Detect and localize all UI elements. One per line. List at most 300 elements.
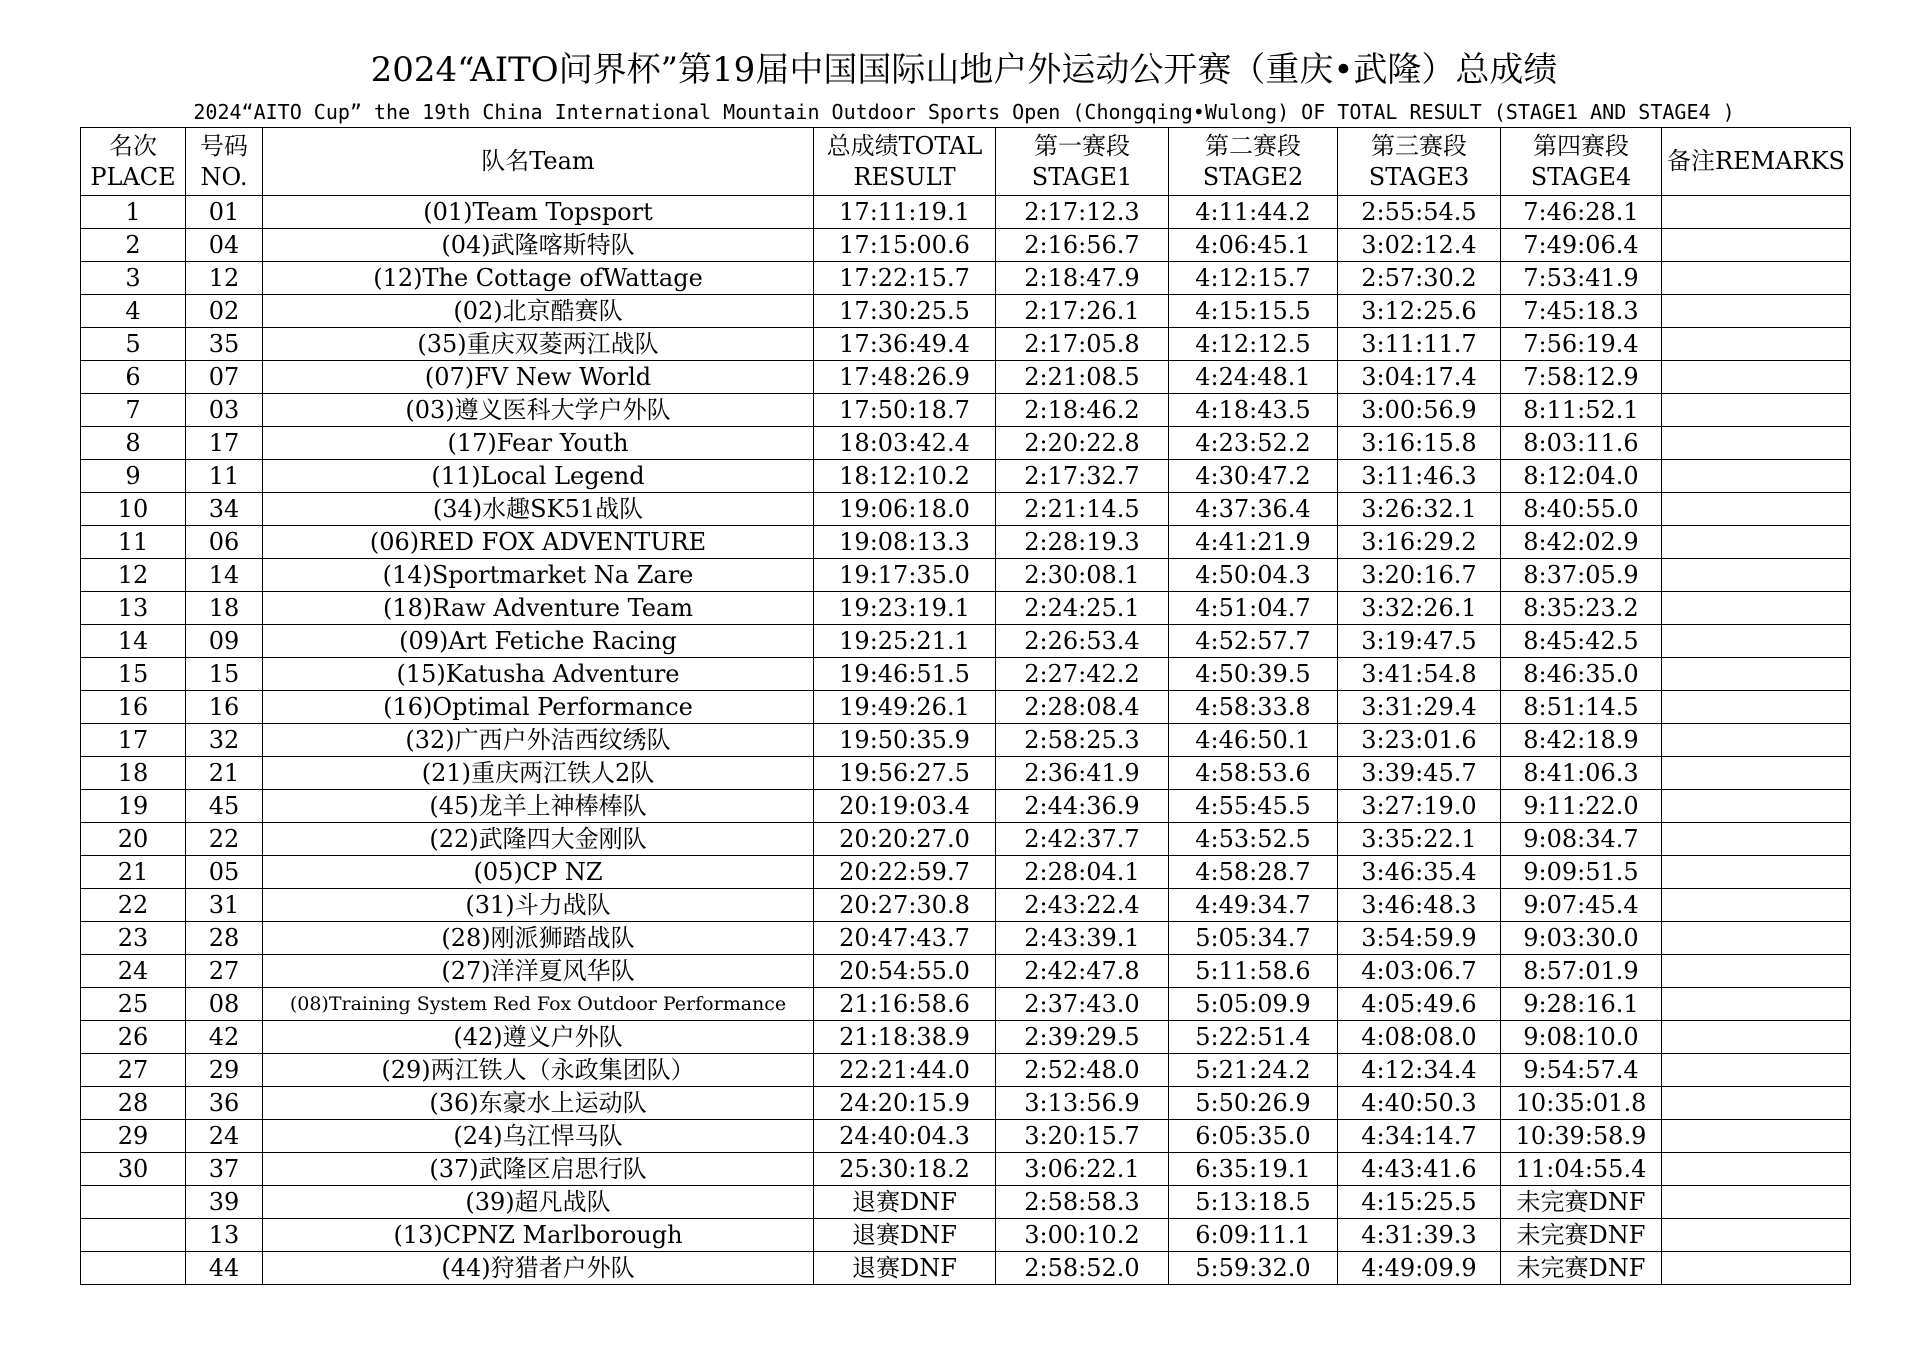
cell-stage3: 2:57:30.2 xyxy=(1338,262,1501,295)
cell-place: 25 xyxy=(81,988,186,1021)
cell-remarks xyxy=(1662,724,1851,757)
cell-stage3: 3:02:12.4 xyxy=(1338,229,1501,262)
cell-total: 24:20:15.9 xyxy=(814,1087,996,1120)
table-row xyxy=(81,559,1851,592)
table-row xyxy=(81,691,1851,724)
header-place: 名次 PLACE xyxy=(81,128,186,196)
cell-stage3: 3:46:48.3 xyxy=(1338,889,1501,922)
cell-stage4: 9:07:45.4 xyxy=(1501,889,1662,922)
cell-stage4: 10:39:58.9 xyxy=(1501,1120,1662,1153)
cell-stage3: 3:39:45.7 xyxy=(1338,757,1501,790)
cell-stage4: 9:08:10.0 xyxy=(1501,1021,1662,1054)
cell-stage3: 3:35:22.1 xyxy=(1338,823,1501,856)
cell-number: 15 xyxy=(186,658,263,691)
cell-total: 19:17:35.0 xyxy=(814,559,996,592)
cell-stage2: 4:06:45.1 xyxy=(1169,229,1338,262)
cell-stage1: 2:24:25.1 xyxy=(996,592,1169,625)
table-row xyxy=(81,526,1851,559)
cell-place: 5 xyxy=(81,328,186,361)
cell-remarks xyxy=(1662,823,1851,856)
cell-stage4: 9:11:22.0 xyxy=(1501,790,1662,823)
cell-place: 16 xyxy=(81,691,186,724)
cell-number: 42 xyxy=(186,1021,263,1054)
table-row xyxy=(81,955,1851,988)
cell-stage1: 2:18:46.2 xyxy=(996,394,1169,427)
cell-stage4: 7:53:41.9 xyxy=(1501,262,1662,295)
cell-remarks xyxy=(1662,889,1851,922)
cell-stage1: 2:58:52.0 xyxy=(996,1252,1169,1285)
cell-stage2: 4:46:50.1 xyxy=(1169,724,1338,757)
cell-stage1: 2:16:56.7 xyxy=(996,229,1169,262)
cell-stage4: 8:37:05.9 xyxy=(1501,559,1662,592)
cell-remarks xyxy=(1662,229,1851,262)
cell-stage4: 9:08:34.7 xyxy=(1501,823,1662,856)
cell-stage3: 4:31:39.3 xyxy=(1338,1219,1501,1252)
cell-place: 17 xyxy=(81,724,186,757)
cell-stage2: 4:15:15.5 xyxy=(1169,295,1338,328)
cell-remarks xyxy=(1662,1087,1851,1120)
cell-place xyxy=(81,1186,186,1219)
cell-stage3: 2:55:54.5 xyxy=(1338,196,1501,229)
header-stage4: 第四赛段 STAGE4 xyxy=(1501,128,1662,196)
cell-remarks xyxy=(1662,493,1851,526)
table-row xyxy=(81,328,1851,361)
cell-team: (21)重庆两江铁人2队 xyxy=(263,757,814,790)
cell-team: (07)FV New World xyxy=(263,361,814,394)
cell-place: 9 xyxy=(81,460,186,493)
cell-stage4: 7:58:12.9 xyxy=(1501,361,1662,394)
cell-remarks xyxy=(1662,1186,1851,1219)
cell-stage4: 8:40:55.0 xyxy=(1501,493,1662,526)
cell-number: 17 xyxy=(186,427,263,460)
cell-stage4: 8:03:11.6 xyxy=(1501,427,1662,460)
cell-place: 22 xyxy=(81,889,186,922)
cell-team: (16)Optimal Performance xyxy=(263,691,814,724)
cell-stage1: 2:42:47.8 xyxy=(996,955,1169,988)
cell-stage2: 4:23:52.2 xyxy=(1169,427,1338,460)
cell-stage1: 2:26:53.4 xyxy=(996,625,1169,658)
cell-stage3: 3:46:35.4 xyxy=(1338,856,1501,889)
cell-remarks xyxy=(1662,955,1851,988)
cell-stage1: 2:17:05.8 xyxy=(996,328,1169,361)
cell-stage1: 2:27:42.2 xyxy=(996,658,1169,691)
cell-place: 7 xyxy=(81,394,186,427)
cell-number: 05 xyxy=(186,856,263,889)
cell-remarks xyxy=(1662,658,1851,691)
cell-stage3: 3:12:25.6 xyxy=(1338,295,1501,328)
cell-team: (13)CPNZ Marlborough xyxy=(263,1219,814,1252)
cell-place: 19 xyxy=(81,790,186,823)
table-row xyxy=(81,262,1851,295)
cell-remarks xyxy=(1662,427,1851,460)
cell-team: (01)Team Topsport xyxy=(263,196,814,229)
cell-team: (27)洋洋夏风华队 xyxy=(263,955,814,988)
cell-stage1: 2:28:04.1 xyxy=(996,856,1169,889)
cell-team: (31)斗力战队 xyxy=(263,889,814,922)
cell-stage3: 4:12:34.4 xyxy=(1338,1054,1501,1087)
cell-remarks xyxy=(1662,790,1851,823)
cell-place: 2 xyxy=(81,229,186,262)
cell-team: (42)遵义户外队 xyxy=(263,1021,814,1054)
cell-remarks xyxy=(1662,592,1851,625)
cell-number: 37 xyxy=(186,1153,263,1186)
cell-team: (06)RED FOX ADVENTURE xyxy=(263,526,814,559)
cell-stage2: 4:12:15.7 xyxy=(1169,262,1338,295)
cell-stage4: 7:45:18.3 xyxy=(1501,295,1662,328)
cell-team: (14)Sportmarket Na Zare xyxy=(263,559,814,592)
cell-stage1: 2:17:32.7 xyxy=(996,460,1169,493)
cell-place: 18 xyxy=(81,757,186,790)
cell-remarks xyxy=(1662,361,1851,394)
cell-stage1: 2:58:58.3 xyxy=(996,1186,1169,1219)
cell-team: (32)广西户外洁西纹绣队 xyxy=(263,724,814,757)
cell-remarks xyxy=(1662,757,1851,790)
cell-stage4: 未完赛DNF xyxy=(1501,1186,1662,1219)
cell-stage2: 4:12:12.5 xyxy=(1169,328,1338,361)
cell-stage2: 5:50:26.9 xyxy=(1169,1087,1338,1120)
cell-total: 19:06:18.0 xyxy=(814,493,996,526)
cell-remarks xyxy=(1662,559,1851,592)
cell-team: (39)超凡战队 xyxy=(263,1186,814,1219)
cell-remarks xyxy=(1662,328,1851,361)
cell-number: 08 xyxy=(186,988,263,1021)
cell-stage1: 2:39:29.5 xyxy=(996,1021,1169,1054)
cell-stage1: 2:17:12.3 xyxy=(996,196,1169,229)
table-row xyxy=(81,361,1851,394)
cell-number: 07 xyxy=(186,361,263,394)
cell-place: 8 xyxy=(81,427,186,460)
cell-stage2: 4:53:52.5 xyxy=(1169,823,1338,856)
cell-team: (08)Training System Red Fox Outdoor Performance xyxy=(263,988,814,1021)
cell-place: 6 xyxy=(81,361,186,394)
cell-place: 26 xyxy=(81,1021,186,1054)
cell-remarks xyxy=(1662,1252,1851,1285)
cell-stage4: 7:49:06.4 xyxy=(1501,229,1662,262)
cell-stage4: 8:51:14.5 xyxy=(1501,691,1662,724)
header-stage1: 第一赛段 STAGE1 xyxy=(996,128,1169,196)
cell-total: 19:50:35.9 xyxy=(814,724,996,757)
cell-place: 3 xyxy=(81,262,186,295)
cell-total: 20:20:27.0 xyxy=(814,823,996,856)
cell-stage2: 6:05:35.0 xyxy=(1169,1120,1338,1153)
cell-stage3: 3:31:29.4 xyxy=(1338,691,1501,724)
cell-remarks xyxy=(1662,691,1851,724)
table-row xyxy=(81,1120,1851,1153)
cell-stage2: 4:58:33.8 xyxy=(1169,691,1338,724)
cell-team: (44)狩猎者户外队 xyxy=(263,1252,814,1285)
cell-team: (12)The Cottage ofWattage xyxy=(263,262,814,295)
cell-stage4: 8:11:52.1 xyxy=(1501,394,1662,427)
cell-stage2: 5:59:32.0 xyxy=(1169,1252,1338,1285)
cell-team: (22)武隆四大金刚队 xyxy=(263,823,814,856)
cell-number: 13 xyxy=(186,1219,263,1252)
cell-stage3: 3:16:29.2 xyxy=(1338,526,1501,559)
cell-stage2: 6:09:11.1 xyxy=(1169,1219,1338,1252)
cell-place: 12 xyxy=(81,559,186,592)
cell-stage2: 5:11:58.6 xyxy=(1169,955,1338,988)
cell-stage3: 3:20:16.7 xyxy=(1338,559,1501,592)
results-table xyxy=(80,127,1851,1285)
cell-number: 24 xyxy=(186,1120,263,1153)
cell-number: 04 xyxy=(186,229,263,262)
table-row xyxy=(81,196,1851,229)
cell-remarks xyxy=(1662,1153,1851,1186)
cell-place: 15 xyxy=(81,658,186,691)
header-stage3: 第三赛段 STAGE3 xyxy=(1338,128,1501,196)
cell-stage2: 5:21:24.2 xyxy=(1169,1054,1338,1087)
cell-stage2: 4:50:39.5 xyxy=(1169,658,1338,691)
cell-number: 02 xyxy=(186,295,263,328)
cell-stage3: 4:40:50.3 xyxy=(1338,1087,1501,1120)
cell-total: 17:36:49.4 xyxy=(814,328,996,361)
cell-number: 22 xyxy=(186,823,263,856)
cell-stage1: 2:52:48.0 xyxy=(996,1054,1169,1087)
table-row xyxy=(81,427,1851,460)
cell-place: 14 xyxy=(81,625,186,658)
cell-stage1: 2:20:22.8 xyxy=(996,427,1169,460)
cell-total: 17:15:00.6 xyxy=(814,229,996,262)
cell-total: 24:40:04.3 xyxy=(814,1120,996,1153)
cell-number: 01 xyxy=(186,196,263,229)
cell-remarks xyxy=(1662,196,1851,229)
cell-stage1: 2:17:26.1 xyxy=(996,295,1169,328)
cell-stage3: 3:23:01.6 xyxy=(1338,724,1501,757)
cell-stage3: 3:11:11.7 xyxy=(1338,328,1501,361)
cell-stage2: 4:41:21.9 xyxy=(1169,526,1338,559)
cell-total: 20:19:03.4 xyxy=(814,790,996,823)
table-row xyxy=(81,856,1851,889)
cell-stage1: 2:28:08.4 xyxy=(996,691,1169,724)
cell-team: (02)北京酷赛队 xyxy=(263,295,814,328)
cell-stage3: 4:08:08.0 xyxy=(1338,1021,1501,1054)
cell-stage4: 8:42:18.9 xyxy=(1501,724,1662,757)
cell-stage2: 4:51:04.7 xyxy=(1169,592,1338,625)
cell-stage3: 4:34:14.7 xyxy=(1338,1120,1501,1153)
table-row xyxy=(81,1186,1851,1219)
cell-total: 17:50:18.7 xyxy=(814,394,996,427)
cell-remarks xyxy=(1662,394,1851,427)
cell-number: 36 xyxy=(186,1087,263,1120)
cell-stage4: 8:57:01.9 xyxy=(1501,955,1662,988)
cell-total: 17:22:15.7 xyxy=(814,262,996,295)
cell-stage3: 4:43:41.6 xyxy=(1338,1153,1501,1186)
cell-stage2: 5:05:09.9 xyxy=(1169,988,1338,1021)
cell-stage1: 2:36:41.9 xyxy=(996,757,1169,790)
cell-team: (34)水趣SK51战队 xyxy=(263,493,814,526)
cell-stage1: 2:44:36.9 xyxy=(996,790,1169,823)
cell-total: 20:54:55.0 xyxy=(814,955,996,988)
table-row xyxy=(81,724,1851,757)
cell-number: 35 xyxy=(186,328,263,361)
cell-number: 45 xyxy=(186,790,263,823)
cell-stage4: 11:04:55.4 xyxy=(1501,1153,1662,1186)
cell-total: 18:03:42.4 xyxy=(814,427,996,460)
cell-remarks xyxy=(1662,1054,1851,1087)
cell-total: 18:12:10.2 xyxy=(814,460,996,493)
cell-remarks xyxy=(1662,1219,1851,1252)
cell-stage4: 未完赛DNF xyxy=(1501,1219,1662,1252)
cell-number: 34 xyxy=(186,493,263,526)
cell-team: (15)Katusha Adventure xyxy=(263,658,814,691)
cell-stage3: 3:11:46.3 xyxy=(1338,460,1501,493)
cell-stage4: 8:12:04.0 xyxy=(1501,460,1662,493)
cell-stage2: 4:18:43.5 xyxy=(1169,394,1338,427)
header-team: 队名Team xyxy=(263,128,814,196)
table-row xyxy=(81,1054,1851,1087)
cell-stage2: 4:52:57.7 xyxy=(1169,625,1338,658)
cell-stage3: 3:32:26.1 xyxy=(1338,592,1501,625)
cell-number: 14 xyxy=(186,559,263,592)
cell-remarks xyxy=(1662,1021,1851,1054)
cell-stage2: 4:30:47.2 xyxy=(1169,460,1338,493)
table-row xyxy=(81,295,1851,328)
cell-place: 29 xyxy=(81,1120,186,1153)
cell-stage4: 未完赛DNF xyxy=(1501,1252,1662,1285)
cell-team: (24)乌江悍马队 xyxy=(263,1120,814,1153)
cell-total: 退赛DNF xyxy=(814,1252,996,1285)
cell-stage4: 8:42:02.9 xyxy=(1501,526,1662,559)
table-row xyxy=(81,460,1851,493)
cell-number: 21 xyxy=(186,757,263,790)
cell-place: 28 xyxy=(81,1087,186,1120)
cell-stage1: 2:58:25.3 xyxy=(996,724,1169,757)
cell-team: (18)Raw Adventure Team xyxy=(263,592,814,625)
cell-place: 21 xyxy=(81,856,186,889)
cell-stage4: 9:09:51.5 xyxy=(1501,856,1662,889)
cell-total: 22:21:44.0 xyxy=(814,1054,996,1087)
cell-stage2: 5:13:18.5 xyxy=(1169,1186,1338,1219)
cell-remarks xyxy=(1662,988,1851,1021)
cell-total: 19:56:27.5 xyxy=(814,757,996,790)
cell-stage2: 5:05:34.7 xyxy=(1169,922,1338,955)
cell-place: 11 xyxy=(81,526,186,559)
cell-total: 20:47:43.7 xyxy=(814,922,996,955)
table-row xyxy=(81,1087,1851,1120)
cell-stage4: 9:28:16.1 xyxy=(1501,988,1662,1021)
cell-stage1: 2:30:08.1 xyxy=(996,559,1169,592)
cell-stage3: 4:49:09.9 xyxy=(1338,1252,1501,1285)
cell-number: 28 xyxy=(186,922,263,955)
cell-stage3: 3:41:54.8 xyxy=(1338,658,1501,691)
cell-total: 17:30:25.5 xyxy=(814,295,996,328)
cell-stage4: 10:35:01.8 xyxy=(1501,1087,1662,1120)
table-row xyxy=(81,790,1851,823)
cell-stage4: 8:46:35.0 xyxy=(1501,658,1662,691)
cell-stage1: 3:13:56.9 xyxy=(996,1087,1169,1120)
cell-place: 13 xyxy=(81,592,186,625)
cell-total: 20:27:30.8 xyxy=(814,889,996,922)
cell-stage3: 3:26:32.1 xyxy=(1338,493,1501,526)
cell-team: (03)遵义医科大学户外队 xyxy=(263,394,814,427)
cell-total: 退赛DNF xyxy=(814,1219,996,1252)
cell-total: 退赛DNF xyxy=(814,1186,996,1219)
cell-number: 31 xyxy=(186,889,263,922)
cell-team: (35)重庆双菱两江战队 xyxy=(263,328,814,361)
cell-team: (05)CP NZ xyxy=(263,856,814,889)
cell-team: (11)Local Legend xyxy=(263,460,814,493)
header-row xyxy=(81,128,1851,196)
table-row xyxy=(81,823,1851,856)
cell-number: 29 xyxy=(186,1054,263,1087)
cell-stage2: 4:11:44.2 xyxy=(1169,196,1338,229)
table-row xyxy=(81,757,1851,790)
cell-place: 1 xyxy=(81,196,186,229)
cell-team: (09)Art Fetiche Racing xyxy=(263,625,814,658)
cell-total: 19:46:51.5 xyxy=(814,658,996,691)
cell-place: 27 xyxy=(81,1054,186,1087)
cell-stage1: 2:37:43.0 xyxy=(996,988,1169,1021)
cell-stage1: 2:28:19.3 xyxy=(996,526,1169,559)
cell-stage3: 4:03:06.7 xyxy=(1338,955,1501,988)
cell-stage1: 2:43:22.4 xyxy=(996,889,1169,922)
cell-remarks xyxy=(1662,262,1851,295)
cell-stage2: 4:24:48.1 xyxy=(1169,361,1338,394)
cell-team: (28)刚派狮踏战队 xyxy=(263,922,814,955)
cell-place: 30 xyxy=(81,1153,186,1186)
cell-total: 19:25:21.1 xyxy=(814,625,996,658)
cell-place xyxy=(81,1252,186,1285)
cell-stage3: 3:04:17.4 xyxy=(1338,361,1501,394)
cell-stage1: 3:00:10.2 xyxy=(996,1219,1169,1252)
cell-number: 27 xyxy=(186,955,263,988)
results-body xyxy=(81,196,1851,1285)
table-row xyxy=(81,1153,1851,1186)
cell-stage4: 9:54:57.4 xyxy=(1501,1054,1662,1087)
cell-stage4: 8:41:06.3 xyxy=(1501,757,1662,790)
cell-team: (17)Fear Youth xyxy=(263,427,814,460)
cell-number: 11 xyxy=(186,460,263,493)
page-title: 2024“AITO问界杯”第19届中国国际山地户外运动公开赛（重庆•武隆）总成绩 xyxy=(370,50,1558,90)
table-row xyxy=(81,493,1851,526)
header-remarks: 备注REMARKS xyxy=(1662,128,1851,196)
cell-stage3: 3:00:56.9 xyxy=(1338,394,1501,427)
cell-place: 23 xyxy=(81,922,186,955)
cell-place: 10 xyxy=(81,493,186,526)
cell-number: 18 xyxy=(186,592,263,625)
cell-team: (45)龙羊上神棒棒队 xyxy=(263,790,814,823)
cell-stage4: 9:03:30.0 xyxy=(1501,922,1662,955)
page-subtitle: 2024“AITO Cup” the 19th China International Mountain Outdoor Sports Open (Chongqing•Wulong) OF TOTAL RESULT (STAGE1 AND STAGE4 ) xyxy=(193,100,1735,124)
cell-number: 06 xyxy=(186,526,263,559)
table-row xyxy=(81,1252,1851,1285)
cell-remarks xyxy=(1662,295,1851,328)
cell-number: 44 xyxy=(186,1252,263,1285)
cell-stage2: 4:55:45.5 xyxy=(1169,790,1338,823)
cell-number: 32 xyxy=(186,724,263,757)
cell-remarks xyxy=(1662,526,1851,559)
cell-stage2: 5:22:51.4 xyxy=(1169,1021,1338,1054)
cell-total: 25:30:18.2 xyxy=(814,1153,996,1186)
table-row xyxy=(81,229,1851,262)
cell-place: 24 xyxy=(81,955,186,988)
cell-stage2: 4:50:04.3 xyxy=(1169,559,1338,592)
cell-team: (04)武隆喀斯特队 xyxy=(263,229,814,262)
cell-remarks xyxy=(1662,922,1851,955)
cell-stage3: 3:16:15.8 xyxy=(1338,427,1501,460)
table-row xyxy=(81,988,1851,1021)
cell-number: 09 xyxy=(186,625,263,658)
cell-stage2: 4:49:34.7 xyxy=(1169,889,1338,922)
cell-team: (36)东豪水上运动队 xyxy=(263,1087,814,1120)
table-row xyxy=(81,889,1851,922)
table-row xyxy=(81,394,1851,427)
table-row xyxy=(81,592,1851,625)
header-no: 号码 NO. xyxy=(186,128,263,196)
table-row xyxy=(81,922,1851,955)
cell-total: 21:16:58.6 xyxy=(814,988,996,1021)
cell-number: 12 xyxy=(186,262,263,295)
cell-total: 19:49:26.1 xyxy=(814,691,996,724)
